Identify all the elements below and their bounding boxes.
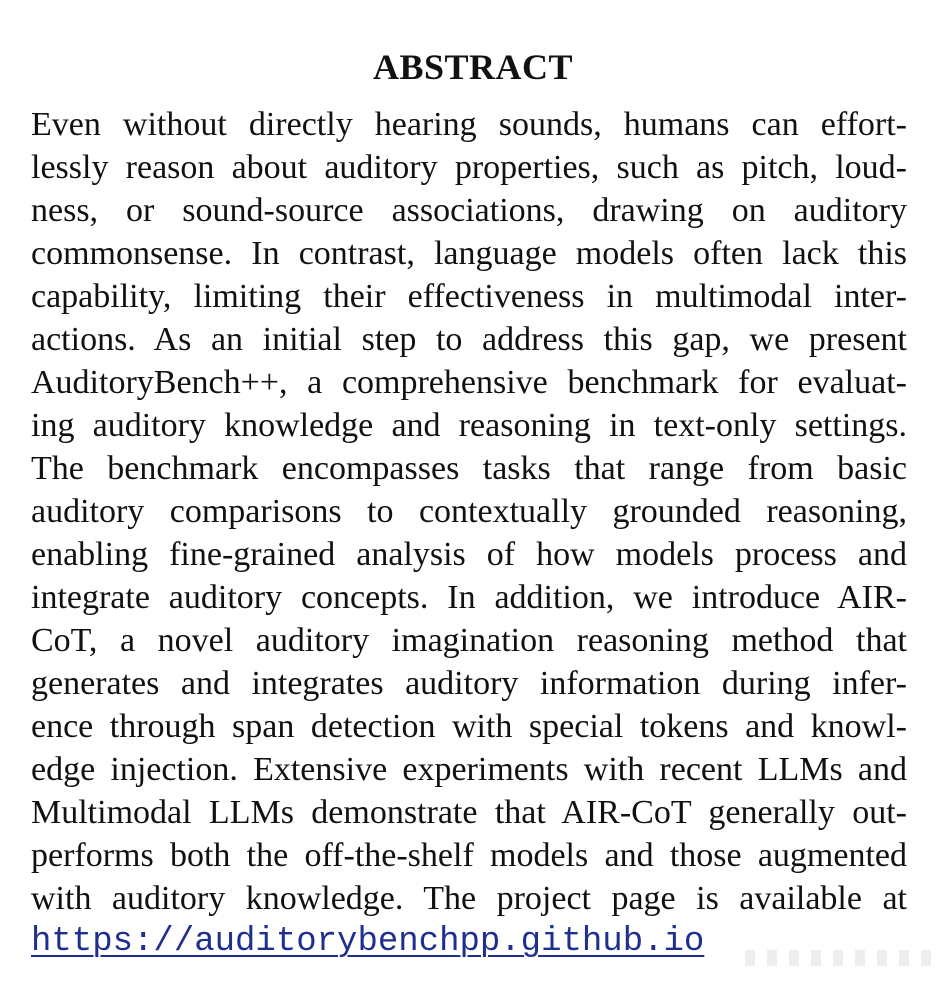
abstract-line: Even without directly hearing sounds, humans can effort- bbox=[31, 106, 907, 143]
abstract-line: ing auditory knowledge and reasoning in text-only settings. bbox=[31, 407, 907, 444]
abstract-line: performs both the off-the-shelf models and those augmented bbox=[31, 837, 907, 874]
abstract-line: actions. As an initial step to address this gap, we present bbox=[31, 321, 907, 358]
project-link-line bbox=[31, 921, 704, 964]
abstract-line: Multimodal LLMs demonstrate that AIR-CoT generally out- bbox=[31, 794, 907, 831]
project-page-link[interactable]: https://auditorybenchpp.github.io bbox=[31, 923, 705, 961]
abstract-line: auditory comparisons to contextually grounded reasoning, bbox=[31, 493, 907, 530]
abstract-line: lessly reason about auditory properties, such as pitch, loud- bbox=[31, 149, 907, 186]
abstract-line: The benchmark encompasses tasks that range from basic bbox=[31, 450, 907, 487]
abstract-line: ness, or sound-source associations, drawing on auditory bbox=[31, 192, 907, 229]
abstract-line: generates and integrates auditory information during infer- bbox=[31, 665, 907, 702]
abstract-line: CoT, a novel auditory imagination reasoning method that bbox=[31, 622, 907, 659]
abstract-line: AuditoryBench++, a comprehensive benchmark for evaluat- bbox=[31, 364, 907, 401]
faded-text-bars bbox=[745, 950, 935, 966]
abstract-line: ence through span detection with special tokens and knowl- bbox=[31, 708, 907, 745]
abstract-heading: ABSTRACT bbox=[372, 47, 574, 87]
abstract-line: edge injection. Extensive experiments with recent LLMs and bbox=[31, 751, 907, 788]
abstract-line: enabling fine-grained analysis of how models process and bbox=[31, 536, 907, 573]
abstract-line: with auditory knowledge. The project page is available at bbox=[31, 880, 907, 917]
abstract-line: commonsense. In contrast, language models often lack this bbox=[31, 235, 907, 272]
abstract-line: capability, limiting their effectiveness in multimodal inter- bbox=[31, 278, 907, 315]
abstract-line: integrate auditory concepts. In addition, we introduce AIR- bbox=[31, 579, 907, 616]
